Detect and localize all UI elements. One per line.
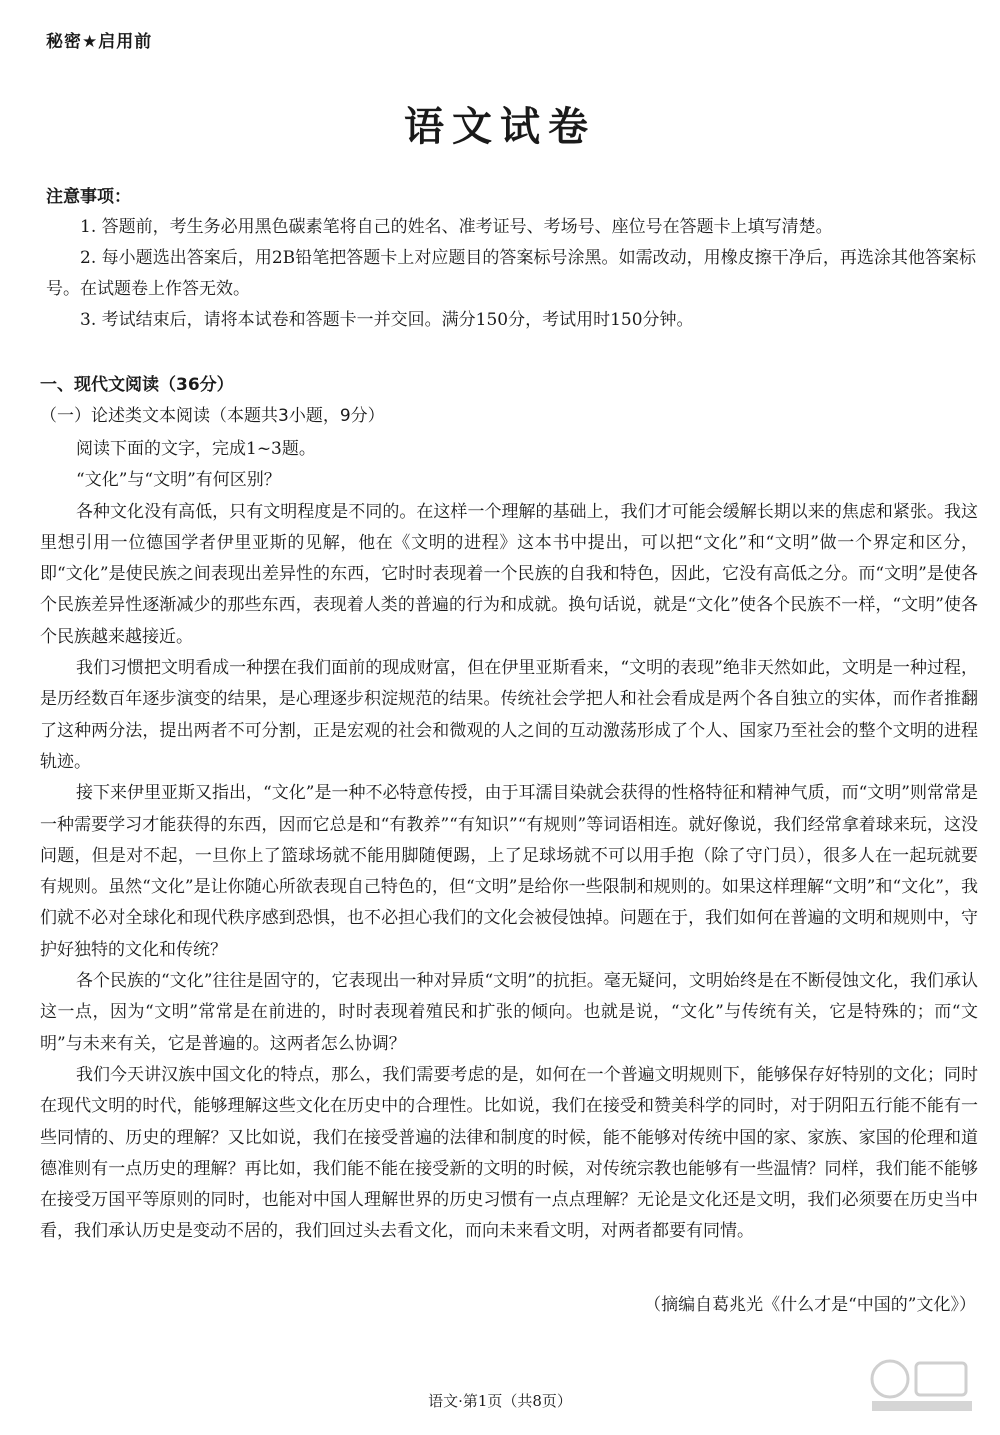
page-title: 语文试卷 xyxy=(404,104,596,150)
paragraph: 我们今天讲汉族中国文化的特点，那么，我们需要考虑的是，如何在一个普遍文明规则下，能够保存好特别的文化；同时在现代文明的时代，能够理解这些文化在历史中的合理性。比如说，我们在接受和赞美科学的同时，对于阴阳五行能不能有一些同情的、历史的理解？又比如说，我们在接受普遍的法律和制度的时候，能不能够对传统中国的家、家族、家国的伦理和道德准则有一点历史的理解？再比如，我们能不能在接受新的文明的时候，对传统宗教也能够有一些温情？同样，我们能不能够在接受万国平等原则的同时，也能对中国人理解世界的历史习惯有一点点理解？无论是文化还是文明，我们必须要在历史当中看，我们承认历史是变动不居的，我们回过头去看文化，而向未来看文明，对两者都要有同情。 xyxy=(40,1064,978,1242)
reading-passage xyxy=(40,434,978,1248)
notice-item: 1. 答题前，考生务必用黑色碳素笔将自己的姓名、准考证号、考场号、座位号在答题卡上填写清楚。 xyxy=(80,217,833,237)
paragraph: 我们习惯把文明看成一种摆在我们面前的现成财富，但在伊里亚斯看来，“文明的表现”绝非天然如此，文明是一种过程，是历经数百年逐步演变的结果，是心理逐步积淀规范的结果。传统社会学把人和社会看成是两个各自独立的实体，而作者推翻了这种两分法，提出两者不可分割，正是宏观的社会和微观的人之间的互动激荡形成了个人、国家乃至社会的整个文明的进程轨迹。 xyxy=(40,658,978,772)
notice-list xyxy=(46,212,976,336)
notice-item: 2. 每小题选出答案后，用2B铅笔把答题卡上对应题目的答案标号涂黑。如需改动，用橡皮擦干净后，再选涂其他答案标号。在试题卷上作答无效。 xyxy=(46,248,976,299)
instruction: 阅读下面的文字，完成1~3题。 xyxy=(76,439,316,459)
article-title: “文化”与“文明”有何区别？ xyxy=(76,470,281,491)
section-title: 一、现代文阅读（36分） xyxy=(40,375,234,395)
page-footer: 语文·第1页（共8页） xyxy=(428,1392,572,1410)
notice-heading: 注意事项： xyxy=(46,187,131,207)
paragraph: 各种文化没有高低，只有文明程度是不同的。在这样一个理解的基础上，我们才可能会缓解长期以来的焦虑和紧张。我这里想引用一位德国学者伊里亚斯的见解，他在《文明的进程》这本书中提出，可以把“文化”和“文明”做一个界定和区分，即“文化”是使民族之间表现出差异性的东西，它时时表现着一个民族的自我和特色，因此，它没有高低之分。而“文明”是使各个民族差异性逐渐减少的那些东西，表现着人类的普遍的行为和成就。换句话说，就是“文化”使各个民族不一样，“文明”使各个民族越来越接近。 xyxy=(40,501,978,647)
confidential-label: 秘密★启用前 xyxy=(46,32,153,52)
paragraph: 接下来伊里亚斯又指出，“文化”是一种不必特意传授，由于耳濡目染就会获得的性格特征和精神气质，而“文明”则常常是一种需要学习才能获得的东西，因而它总是和“有教养”“有知识”“有规则”等词语相连。就好像说，我们经常拿着球来玩，这没问题，但是对不起，一旦你上了篮球场就不能用脚随便踢，上了足球场就不可以用手抱（除了守门员），很多人在一起玩就要有规则。虽然“文化”是让你随心所欲表现自己特色的，但“文明”是给你一些限制和规则的。如果这样理解“文明”和“文化”，我们就不必对全球化和现代秩序感到恐惧，也不必担心我们的文化会被侵蚀掉。问题在于，我们如何在普遍的文明和规则中，守护好独特的文化和传统？ xyxy=(40,783,978,960)
source-citation: （摘编自葛兆光《什么才是“中国的”文化》） xyxy=(644,1295,976,1315)
notice-item: 3. 考试结束后，请将本试卷和答题卡一并交回。满分150分，考试用时150分钟。 xyxy=(80,310,694,330)
paragraph: 各个民族的“文化”往往是固守的，它表现出一种对异质“文明”的抗拒。毫无疑问，文明始终是在不断侵蚀文化，我们承认这一点，因为“文明”常常是在前进的，时时表现着殖民和扩张的倾向。也就是说，“文化”与传统有关，它是特殊的；而“文明”与未来有关，它是普遍的。这两者怎么协调？ xyxy=(40,971,978,1054)
section-subtitle: （一）论述类文本阅读（本题共3小题，9分） xyxy=(40,406,385,426)
